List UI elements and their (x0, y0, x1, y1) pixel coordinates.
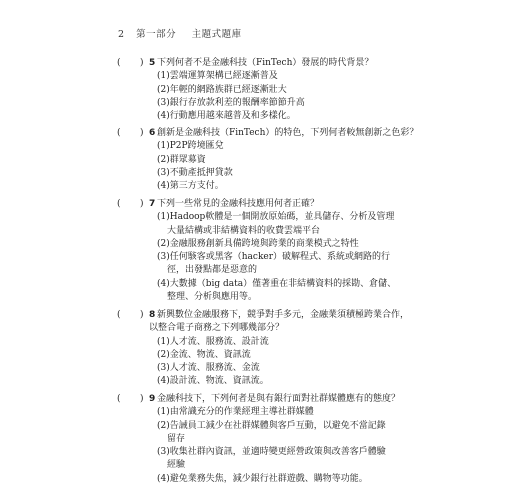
option-line: (3)任何駭客或黑客（hacker）破解程式、系統或網路的行 (157, 252, 391, 263)
answer-paren-close: ) (140, 199, 144, 209)
option-line: (4)大數據（big data）僅著重在非結構資料的採勘、倉儲、 (157, 278, 397, 289)
part-title: 第一部分 (136, 29, 177, 40)
stem-line: 下列一些常見的金融科技應用何者正確？ (157, 199, 320, 209)
answer-paren-close: ) (140, 128, 144, 138)
answer-paren-open: ( (117, 128, 121, 138)
answer-paren-close: ) (140, 58, 144, 68)
question-stem (157, 127, 419, 140)
question-stem (157, 198, 400, 211)
running-header (118, 26, 242, 40)
options-list (157, 140, 402, 193)
option-3 (157, 446, 402, 473)
page-number: 2 (118, 29, 125, 40)
option-4: (4)設計流、物流、資訊流。 (157, 376, 269, 387)
option-2 (157, 420, 402, 447)
stem-line: 以整合電子商務之下列哪幾部分？ (149, 323, 285, 334)
question-number: 6 (149, 128, 156, 138)
option-line: (2)告誡員工減少在社群媒體與客戶互動，以避免不當記錄 (157, 420, 386, 431)
answer-paren-open: ( (117, 394, 121, 404)
option-line: 整理、分析與應用等。 (167, 292, 258, 303)
option-line: 留存 (167, 433, 186, 444)
option-3: (3)銀行存放款利差的報酬率節節升高 (157, 97, 305, 108)
option-1: (1)P2P跨境匯兌 (157, 141, 224, 152)
answer-paren-close: ) (140, 310, 144, 320)
stem-line: 下列何者不是金融科技（FinTech）發展的時代背景？ (157, 58, 374, 68)
answer-paren-open: ( (117, 199, 121, 209)
options-list (157, 70, 402, 123)
question-number: 5 (149, 58, 156, 68)
option-line: (3)收集社群內資訊，並適時變更經營政策與改善客戶體驗 (157, 447, 386, 458)
question-stem (157, 57, 400, 70)
option-2: (2)群眾募資 (157, 154, 206, 165)
stem-line: 新興數位金融服務下，競爭對手多元，金融業須積極跨業合作， (157, 310, 410, 320)
section-title: 主題式題庫 (191, 29, 242, 40)
answer-paren-open: ( (117, 58, 121, 68)
option-1: (1)由常識充分的作業經理主導社群媒體 (157, 407, 314, 418)
option-2: (2)金融服務創新具備跨境與跨業的商業模式之特性 (157, 238, 359, 249)
option-line: 大量結構或非結構資料的收費雲端平台 (167, 225, 321, 236)
option-3 (157, 251, 402, 278)
question-number: 7 (149, 199, 156, 209)
question-stem (149, 309, 410, 336)
answer-paren-close: ) (140, 394, 144, 404)
options-list (157, 336, 402, 389)
option-2: (2)金流、物流、資訊流 (157, 349, 251, 360)
option-2: (2)年輕的網路族群已經逐漸壯大 (157, 84, 287, 95)
question-number: 8 (149, 310, 156, 320)
answer-paren-open: ( (117, 310, 121, 320)
options-list (157, 406, 402, 486)
option-line: (1)Hadoop軟體是一個開放原始碼，並具儲存、分析及管理 (157, 212, 395, 223)
question-number: 9 (149, 394, 156, 404)
option-line: 徑，出發點都是惡意的 (167, 265, 258, 276)
option-4 (157, 278, 402, 305)
option-1 (157, 211, 402, 238)
option-3: (3)人才流、服務流、金流 (157, 363, 260, 374)
option-line: 經驗 (167, 460, 186, 471)
options-list (157, 211, 402, 304)
option-1: (1)人才流、服務流、設計流 (157, 336, 269, 347)
stem-line: 創新是金融科技（FinTech）的特色，下列何者較無創新之色彩？ (157, 128, 419, 138)
option-3: (3)不動產抵押貸款 (157, 167, 233, 178)
option-4: (4)第三方支付。 (157, 181, 224, 192)
option-4: (4)避免業務失焦，減少銀行社群遊戲、購物等功能。 (157, 473, 368, 484)
question-stem (157, 393, 400, 406)
option-4: (4)行動應用越來越普及和多樣化。 (157, 111, 296, 122)
option-1: (1)雲端運算架構已經逐漸普及 (157, 71, 278, 82)
stem-line: 金融科技下，下列何者是與有銀行面對社群媒體應有的態度？ (157, 394, 401, 404)
